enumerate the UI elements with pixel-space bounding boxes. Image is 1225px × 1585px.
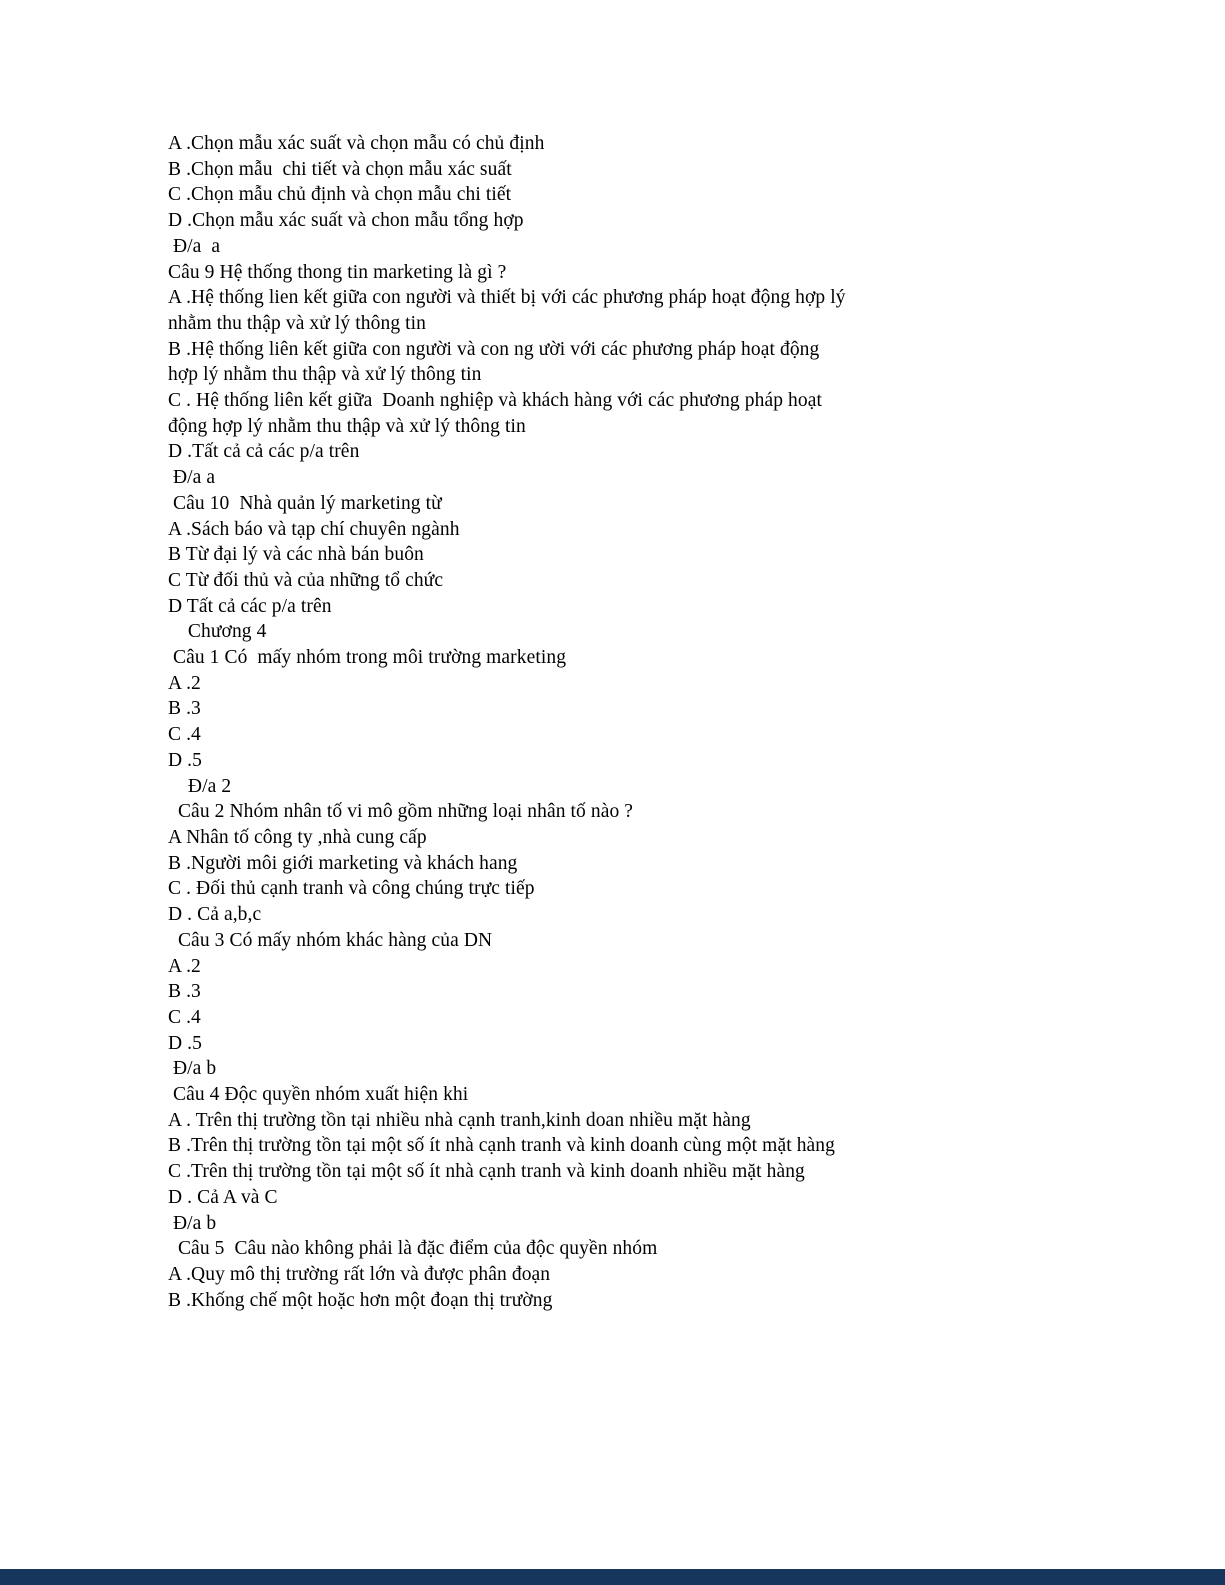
document-line: D Tất cả các p/a trên [168,595,332,617]
document-line: B .Hệ thống liên kết giữa con người và con ng ười với các phương pháp hoạt động [168,338,820,360]
document-body [168,131,1178,1313]
document-line: Câu 2 Nhóm nhân tố vi mô gồm những loại nhân tố nào ? [168,801,634,823]
document-line: D .Chọn mẫu xác suất và chon mẫu tổng hợp [168,210,524,232]
document-line: Đ/a a [168,235,221,257]
document-line: B Từ đại lý và các nhà bán buôn [168,544,424,566]
document-line: D . Cả a,b,c [168,904,262,926]
document-line: C . Hệ thống liên kết giữa Doanh nghiệp và khách hàng với các phương pháp hoạt [168,390,822,412]
document-line: Câu 4 Độc quyền nhóm xuất hiện khi [168,1084,469,1106]
footer-bar [0,1569,1225,1585]
document-line: C .4 [168,724,201,746]
document-line: A .Quy mô thị trường rất lớn và được phân đoạn [168,1263,551,1285]
document-line: A .2 [168,955,201,977]
document-line: Đ/a 2 [168,775,232,797]
document-line: B .Trên thị trường tồn tại một số ít nhà cạnh tranh và kinh doanh cùng một mặt hàng [168,1135,835,1157]
document-line: D .5 [168,1032,202,1054]
document-line: D .Tất cả cả các p/a trên [168,441,360,463]
document-line: A .2 [168,672,201,694]
document-line: Đ/a a [168,467,216,489]
document-line: D .5 [168,749,202,771]
document-line: C .Chọn mẫu chủ định và chọn mẫu chi tiết [168,184,512,206]
document-line: C . Đối thủ cạnh tranh và công chúng trực tiếp [168,878,535,900]
document-line: Đ/a b [168,1212,217,1234]
document-line: A . Trên thị trường tồn tại nhiều nhà cạnh tranh,kinh doan nhiều mặt hàng [168,1109,751,1131]
document-line: A Nhân tố công ty ,nhà cung cấp [168,826,427,848]
document-line: D . Cả A và C [168,1186,278,1208]
document-line: B .Khống chế một hoặc hơn một đoạn thị trường [168,1289,553,1311]
document-line: Câu 3 Có mấy nhóm khác hàng của DN [168,929,493,951]
document-line: động hợp lý nhằm thu thập và xử lý thông tin [168,415,526,437]
document-line: B .Người môi giới marketing và khách hang [168,852,518,874]
document-line: C .Trên thị trường tồn tại một số ít nhà cạnh tranh và kinh doanh nhiều mặt hàng [168,1161,805,1183]
document-line: A .Hệ thống lien kết giữa con người và thiết bị với các phương pháp hoạt động hợp lý [168,287,846,309]
document-line: A .Chọn mẫu xác suất và chọn mẫu có chủ định [168,133,545,154]
document-line: A .Sách báo và tạp chí chuyên ngành [168,518,460,540]
document-line: C Từ đối thủ và của những tổ chức [168,569,444,591]
document-line: Chương 4 [168,621,267,643]
document-line: Câu 1 Có mấy nhóm trong môi trường marketing [168,647,567,669]
document-line: B .3 [168,981,201,1003]
document-line: Đ/a b [168,1058,217,1080]
document-line: Câu 9 Hệ thống thong tin marketing là gì ? [168,261,507,283]
document-line: B .3 [168,698,201,720]
document-line: Câu 5 Câu nào không phải là đặc điểm của độc quyền nhóm [168,1238,658,1260]
document-line: B .Chọn mẫu chi tiết và chọn mẫu xác suất [168,158,512,180]
document-line: nhằm thu thập và xử lý thông tin [168,312,427,334]
document-line: hợp lý nhằm thu thập và xử lý thông tin [168,364,482,386]
document-line: C .4 [168,1006,201,1028]
document-line: Câu 10 Nhà quản lý marketing từ [168,492,442,514]
